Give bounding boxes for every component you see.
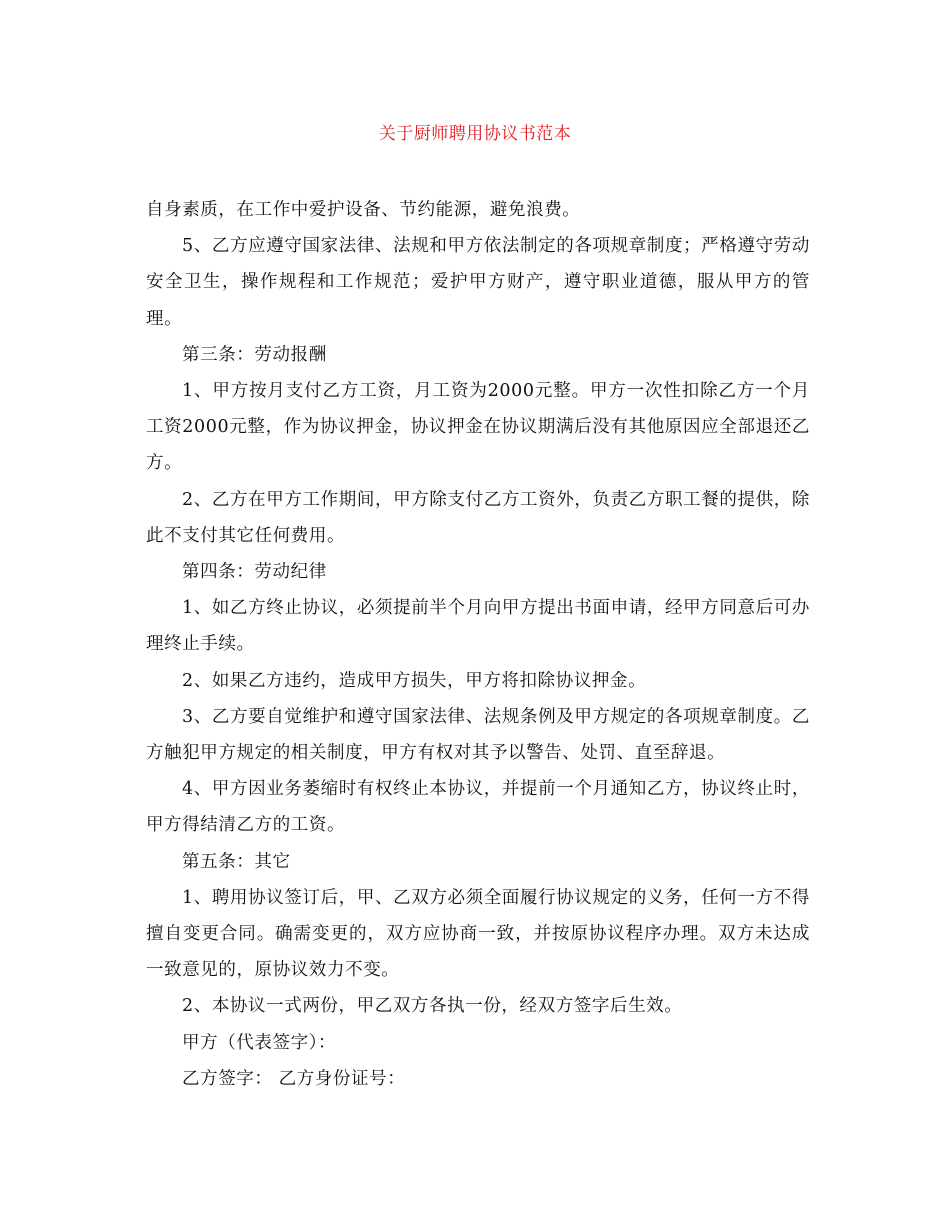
paragraph: 2、本协议一式两份，甲乙双方各执一份，经双方签字后生效。 xyxy=(182,996,683,1017)
signature-line-party-b: 乙方签字： 乙方身份证号： xyxy=(182,1068,406,1089)
paragraph: 1、如乙方终止协议，必须提前半个月向甲方提出书面申请，经甲方同意后可办理终止手续。 xyxy=(146,598,810,655)
section-heading: 第三条：劳动报酬 xyxy=(182,344,327,365)
document-body xyxy=(146,192,810,1097)
paragraph: 1、聘用协议签订后，甲、乙双方必须全面履行协议规定的义务，任何一方不得擅自变更合同。确需变更的，双方应协商一致，并按原协议程序办理。双方未达成一致意见的，原协议效力不变。 xyxy=(146,887,810,981)
signature-line-party-a: 甲方（代表签字）： xyxy=(182,1032,337,1053)
paragraph: 2、如果乙方违约，造成甲方损失，甲方将扣除协议押金。 xyxy=(182,670,647,691)
paragraph: 2、乙方在甲方工作期间，甲方除支付乙方工资外，负责乙方职工餐的提供，除此不支付其它任何费用。 xyxy=(146,489,810,546)
paragraph: 自身素质，在工作中爱护设备、节约能源，避免浪费。 xyxy=(146,200,581,220)
section-heading: 第五条：其它 xyxy=(182,851,291,872)
paragraph: 5、乙方应遵守国家法律、法规和甲方依法制定的各项规章制度；严格遵守劳动安全卫生，操作规程和工作规范；爱护甲方财产，遵守职业道德，服从甲方的管理。 xyxy=(146,236,810,329)
paragraph: 1、甲方按月支付乙方工资，月工资为2000元整。甲方一次性扣除乙方一个月工资2000元整，作为协议押金，协议押金在协议期满后没有其他原因应全部退还乙方。 xyxy=(146,381,810,474)
paragraph: 3、乙方要自觉维护和遵守国家法律、法规条例及甲方规定的各项规章制度。乙方触犯甲方规定的相关制度，甲方有权对其予以警告、处罚、直至辞退。 xyxy=(146,706,810,764)
document-title: 关于厨师聘用协议书范本 xyxy=(378,124,572,144)
paragraph: 4、甲方因业务萎缩时有权终止本协议，并提前一个月通知乙方，协议终止时，甲方得结清乙方的工资。 xyxy=(146,779,810,836)
section-heading: 第四条：劳动纪律 xyxy=(182,562,327,583)
